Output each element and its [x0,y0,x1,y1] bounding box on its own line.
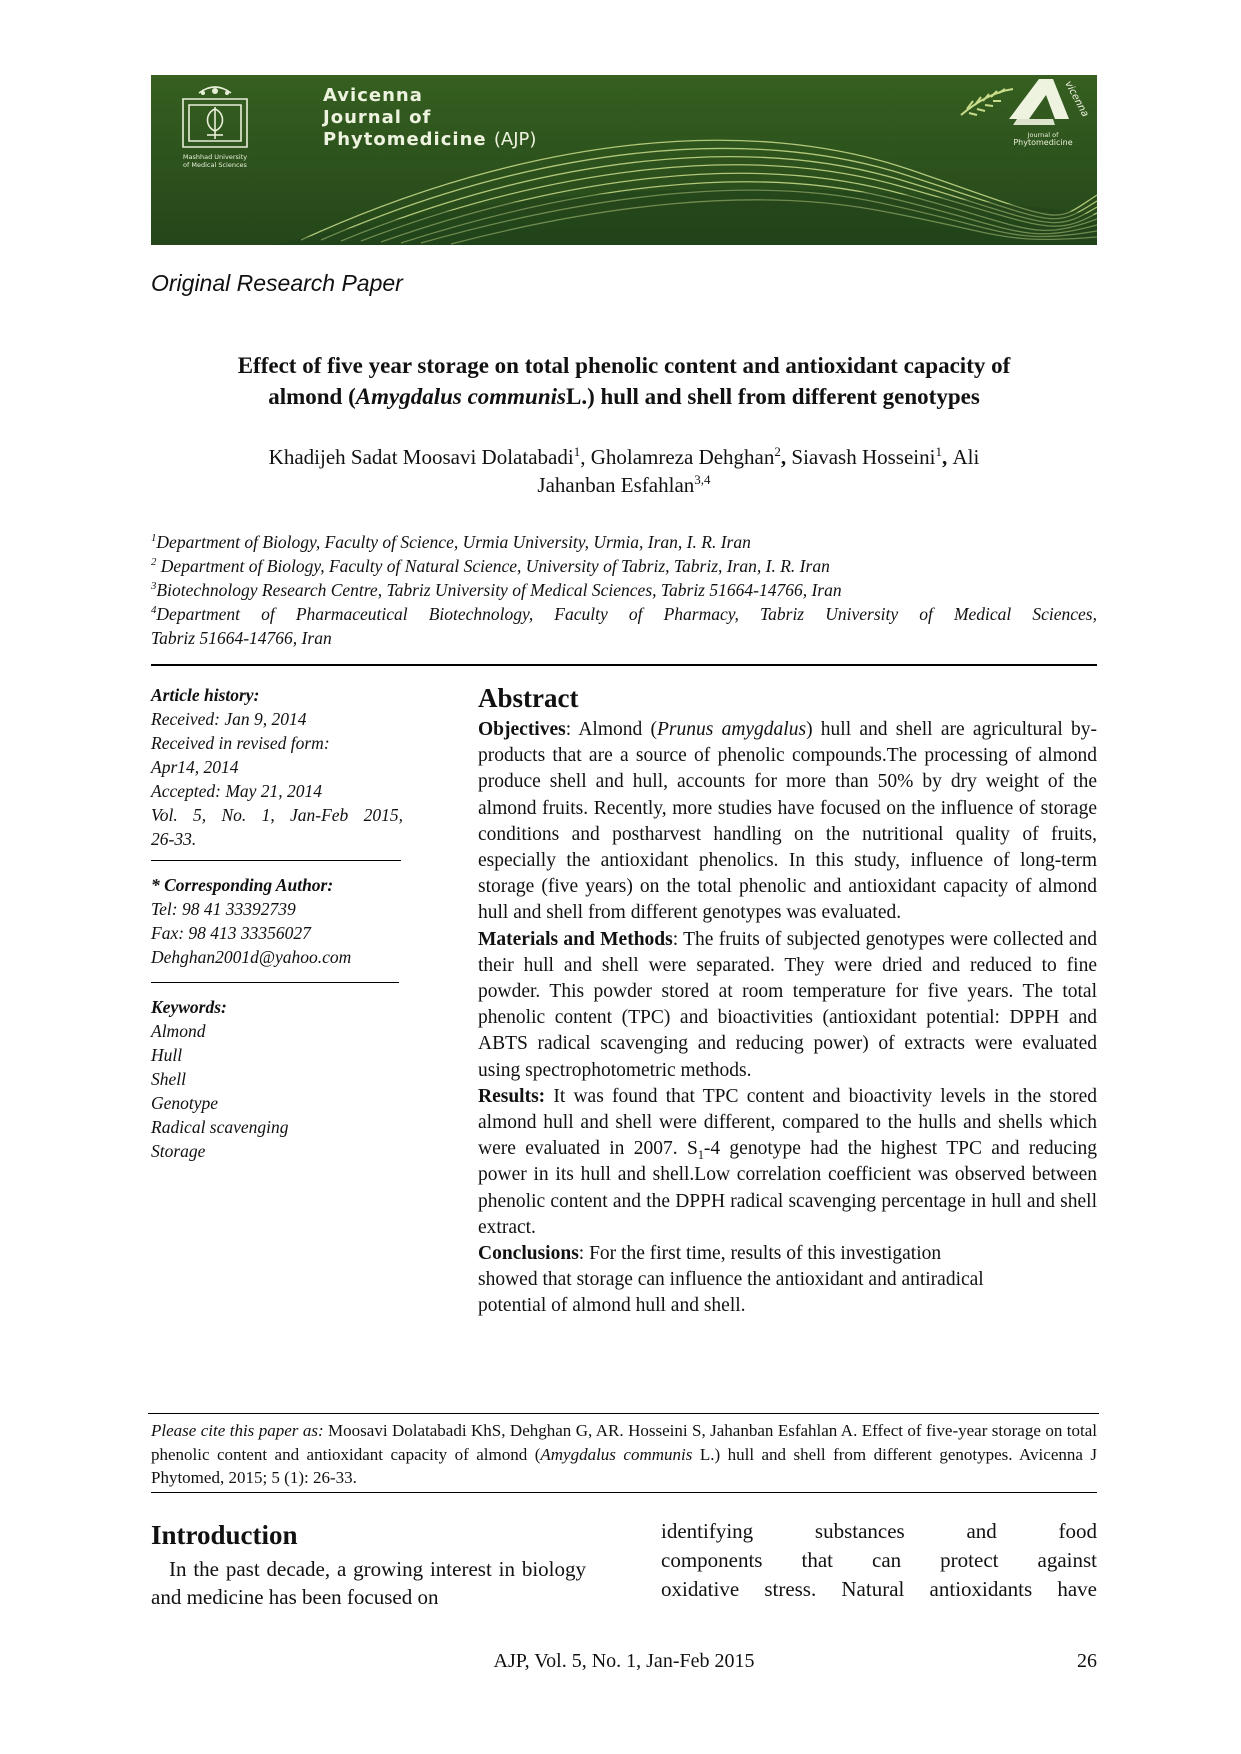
abstract-objectives [478,717,1097,927]
author-name: Khadijeh Sadat Moosavi Dolatabadi [268,445,574,469]
keyword-item: Shell [151,1069,186,1089]
keyword-item: Genotype [151,1093,219,1113]
affiliation-text: Biotechnology Research Centre, Tabriz University of Medical Sciences, Tabriz 51664-14766, Iran [156,580,842,600]
author-name: Ali [952,445,980,469]
header-divider [151,664,1097,666]
citation-top-rule [148,1413,1099,1414]
citation-box [151,1419,1097,1490]
citation-text: L.) hull and shell from different genotypes. Avicenna J Phytomed, 2015; 5 (1): 26-33. [151,1444,1098,1487]
methods-label: Materials and Methods [478,928,673,950]
revised-label: Received in revised form: [151,733,330,753]
abstract-text: : For the first time, results of this investigation [578,1243,942,1265]
objectives-label: Objectives [478,719,566,740]
right-logo-arc-text: vicenna [1062,79,1091,119]
introduction-text: identifying substances and food [661,1519,1097,1543]
corresponding-email[interactable]: Dehghan2001d@yahoo.com [151,947,352,967]
abstract-heading: Abstract [478,683,579,713]
citation-bottom-rule [151,1492,1097,1493]
citation-label: Please cite this paper as: [151,1421,324,1440]
introduction-text: In the past decade, a growing interest in biology and medicine has been focused on [151,1557,586,1609]
paper-title-line2 [151,381,1097,412]
genotype-subscript: 1 [697,1148,704,1163]
left-logo-caption-1: Mashhad University [182,153,248,161]
affiliation-4-cont: Tabriz 51664-14766, Iran [151,628,332,648]
keyword-item: Storage [151,1141,206,1161]
affiliations [151,530,1097,650]
results-label: Results: [478,1085,546,1107]
author-separator: , [941,445,953,469]
affiliation-1 [151,530,1097,554]
journal-banner [151,75,1097,245]
keyword-item: Almond [151,1021,206,1041]
abstract-species: Prunus amygdalus [656,719,807,740]
affiliation-text: Department of Biology, Faculty of Natural Science, University of Tabriz, Tabriz, Iran, I. R. Iran [156,556,830,576]
introduction-text: components that can protect against [661,1548,1097,1572]
affiliation-sup: 2 [151,556,157,569]
paper-title [151,350,1097,412]
affiliation-sup: 1 [151,532,157,545]
abstract-text: -4 genotype had the highest TPC and reducing power in its hull and shell.Low correlation coefficient was observed between phenolic content and the DPPH radical scavenging percentage in hull and shell extract. [478,1138,1097,1238]
introduction-left-column [151,1555,586,1611]
affiliation-3 [151,578,1097,602]
author-name: Gholamreza Dehghan [590,445,775,469]
affiliation-4 [151,602,1097,626]
introduction-heading: Introduction [151,1520,298,1550]
corresponding-author [151,873,403,969]
received-date: Received: Jan 9, 2014 [151,709,307,729]
abstract-text: : Almond ( [565,719,657,740]
accepted-date: Accepted: May 21, 2014 [151,781,323,801]
corresponding-tel: Tel: 98 41 33392739 [151,899,296,919]
affiliation-2 [151,554,1097,578]
banner-title-journal: Phytomedicine [323,129,487,150]
left-logo-caption-2: of Medical Sciences [183,161,247,169]
corresponding-fax: Fax: 98 413 33356027 [151,923,311,943]
abstract-body [478,717,1097,1320]
author-list [151,443,1097,499]
sidebar-divider [151,860,401,861]
affiliation-text: Department of Pharmaceutical Biotechnology, Faculty of Pharmacy, Tabriz University of Medical Sciences, [156,604,1097,624]
keywords-heading: Keywords: [151,997,227,1017]
journal-logo-icon [957,75,1091,171]
title-text: almond ( [268,384,356,409]
banner-title-abbrev: (AJP) [493,129,537,150]
right-logo-caption-1: Journal of [1027,131,1059,139]
introduction-right-column [661,1517,1097,1604]
banner-title-line3 [323,129,536,151]
paper-title-line1: Effect of five year storage on total phenolic content and antioxidant capacity of [237,353,1011,378]
paper-type: Original Research Paper [151,270,403,296]
affiliation-sup: 3 [151,580,157,593]
corresponding-heading: * Corresponding Author: [151,875,334,895]
author-separator: , [780,445,792,469]
abstract-methods [478,927,1097,1084]
abstract-text: ) hull and shell are agricultural by-products that are a source of phenolic compounds.The processing of almond produce shell and hull, accounts for more than 50% by dry weight of the almond fruits. Recently, more studies have focused on the influence of storage conditions and postharvest handling on the nutritional quality of fruits, especially the antioxidant phenolics. In this study, influence of long-term storage (five years) on the total phenolic and antioxidant capacity of almond hull and shell from different genotypes was evaluated. [478,719,1097,924]
affiliation-text: Department of Biology, Faculty of Science, Urmia University, Urmia, Iran, I. R. Iran [156,532,751,552]
author-affiliation-sup: 1 [935,444,942,459]
abstract-text: : The fruits of subjected genotypes were collected and their hull and shell were separated. They were dried and reduced to fine powder. This powder stored at room temperature for five years. The total phenolic content (TPC) and bioactivities (antioxidant potential: DPPH and ABTS radical scavenging and reducing power) of extracts were evaluated using spectrophotometric methods. [478,928,1097,1081]
footer-journal-info: AJP, Vol. 5, No. 1, Jan-Feb 2015 [493,1650,755,1672]
title-species: Amygdalus communis [355,384,566,409]
banner-title-line2: Journal of [323,107,432,128]
title-text: L.) hull and shell from different genotypes [565,384,980,409]
author-separator: , [580,445,591,469]
banner-title-line1: Avicenna [323,85,423,106]
author-affiliation-sup: 1 [573,444,581,459]
page-range: 26-33. [151,829,197,849]
abstract-results [478,1084,1097,1241]
revised-date: Apr14, 2014 [151,757,239,777]
author-name: Siavash Hosseini [791,445,936,469]
sidebar-divider [151,982,399,983]
citation-species: Amygdalus communis [540,1444,693,1464]
affiliation-sup: 4 [151,604,157,617]
conclusions-label: Conclusions [478,1243,579,1265]
keywords [151,995,403,1163]
article-history-heading: Article history: [151,685,260,705]
volume-info: Vol. 5, No. 1, Jan-Feb 2015, [151,805,403,825]
keyword-item: Radical scavenging [151,1117,289,1137]
abstract-conclusions [478,1241,1097,1320]
author-affiliation-sup: 2 [774,444,781,459]
page-number: 26 [1077,1650,1097,1672]
banner-wave-decoration [151,75,1097,245]
author-name: Jahanban Esfahlan [537,473,695,497]
author-affiliation-sup: 3,4 [694,472,711,487]
keyword-item: Hull [151,1045,183,1065]
abstract-text: showed that storage can influence the antioxidant and antiradical [478,1269,984,1291]
abstract-text: potential of almond hull and shell. [478,1295,746,1317]
introduction-text: oxidative stress. Natural antioxidants have [661,1577,1097,1601]
right-logo-caption-2: Phytomedicine [1013,138,1073,147]
abstract-text: It was found that TPC content and bioactivity levels in the stored almond hull and shell were different, compared to the hulls and shells which were evaluated in 2007. S [478,1085,1097,1160]
article-history [151,683,403,851]
citation-text: Moosavi Dolatabadi KhS, Dehghan G, AR. Hosseini S, Jahanban Esfahlan A. Effect of five-year storage on total phenolic content and antioxidant capacity of almond ( [151,1421,1097,1464]
